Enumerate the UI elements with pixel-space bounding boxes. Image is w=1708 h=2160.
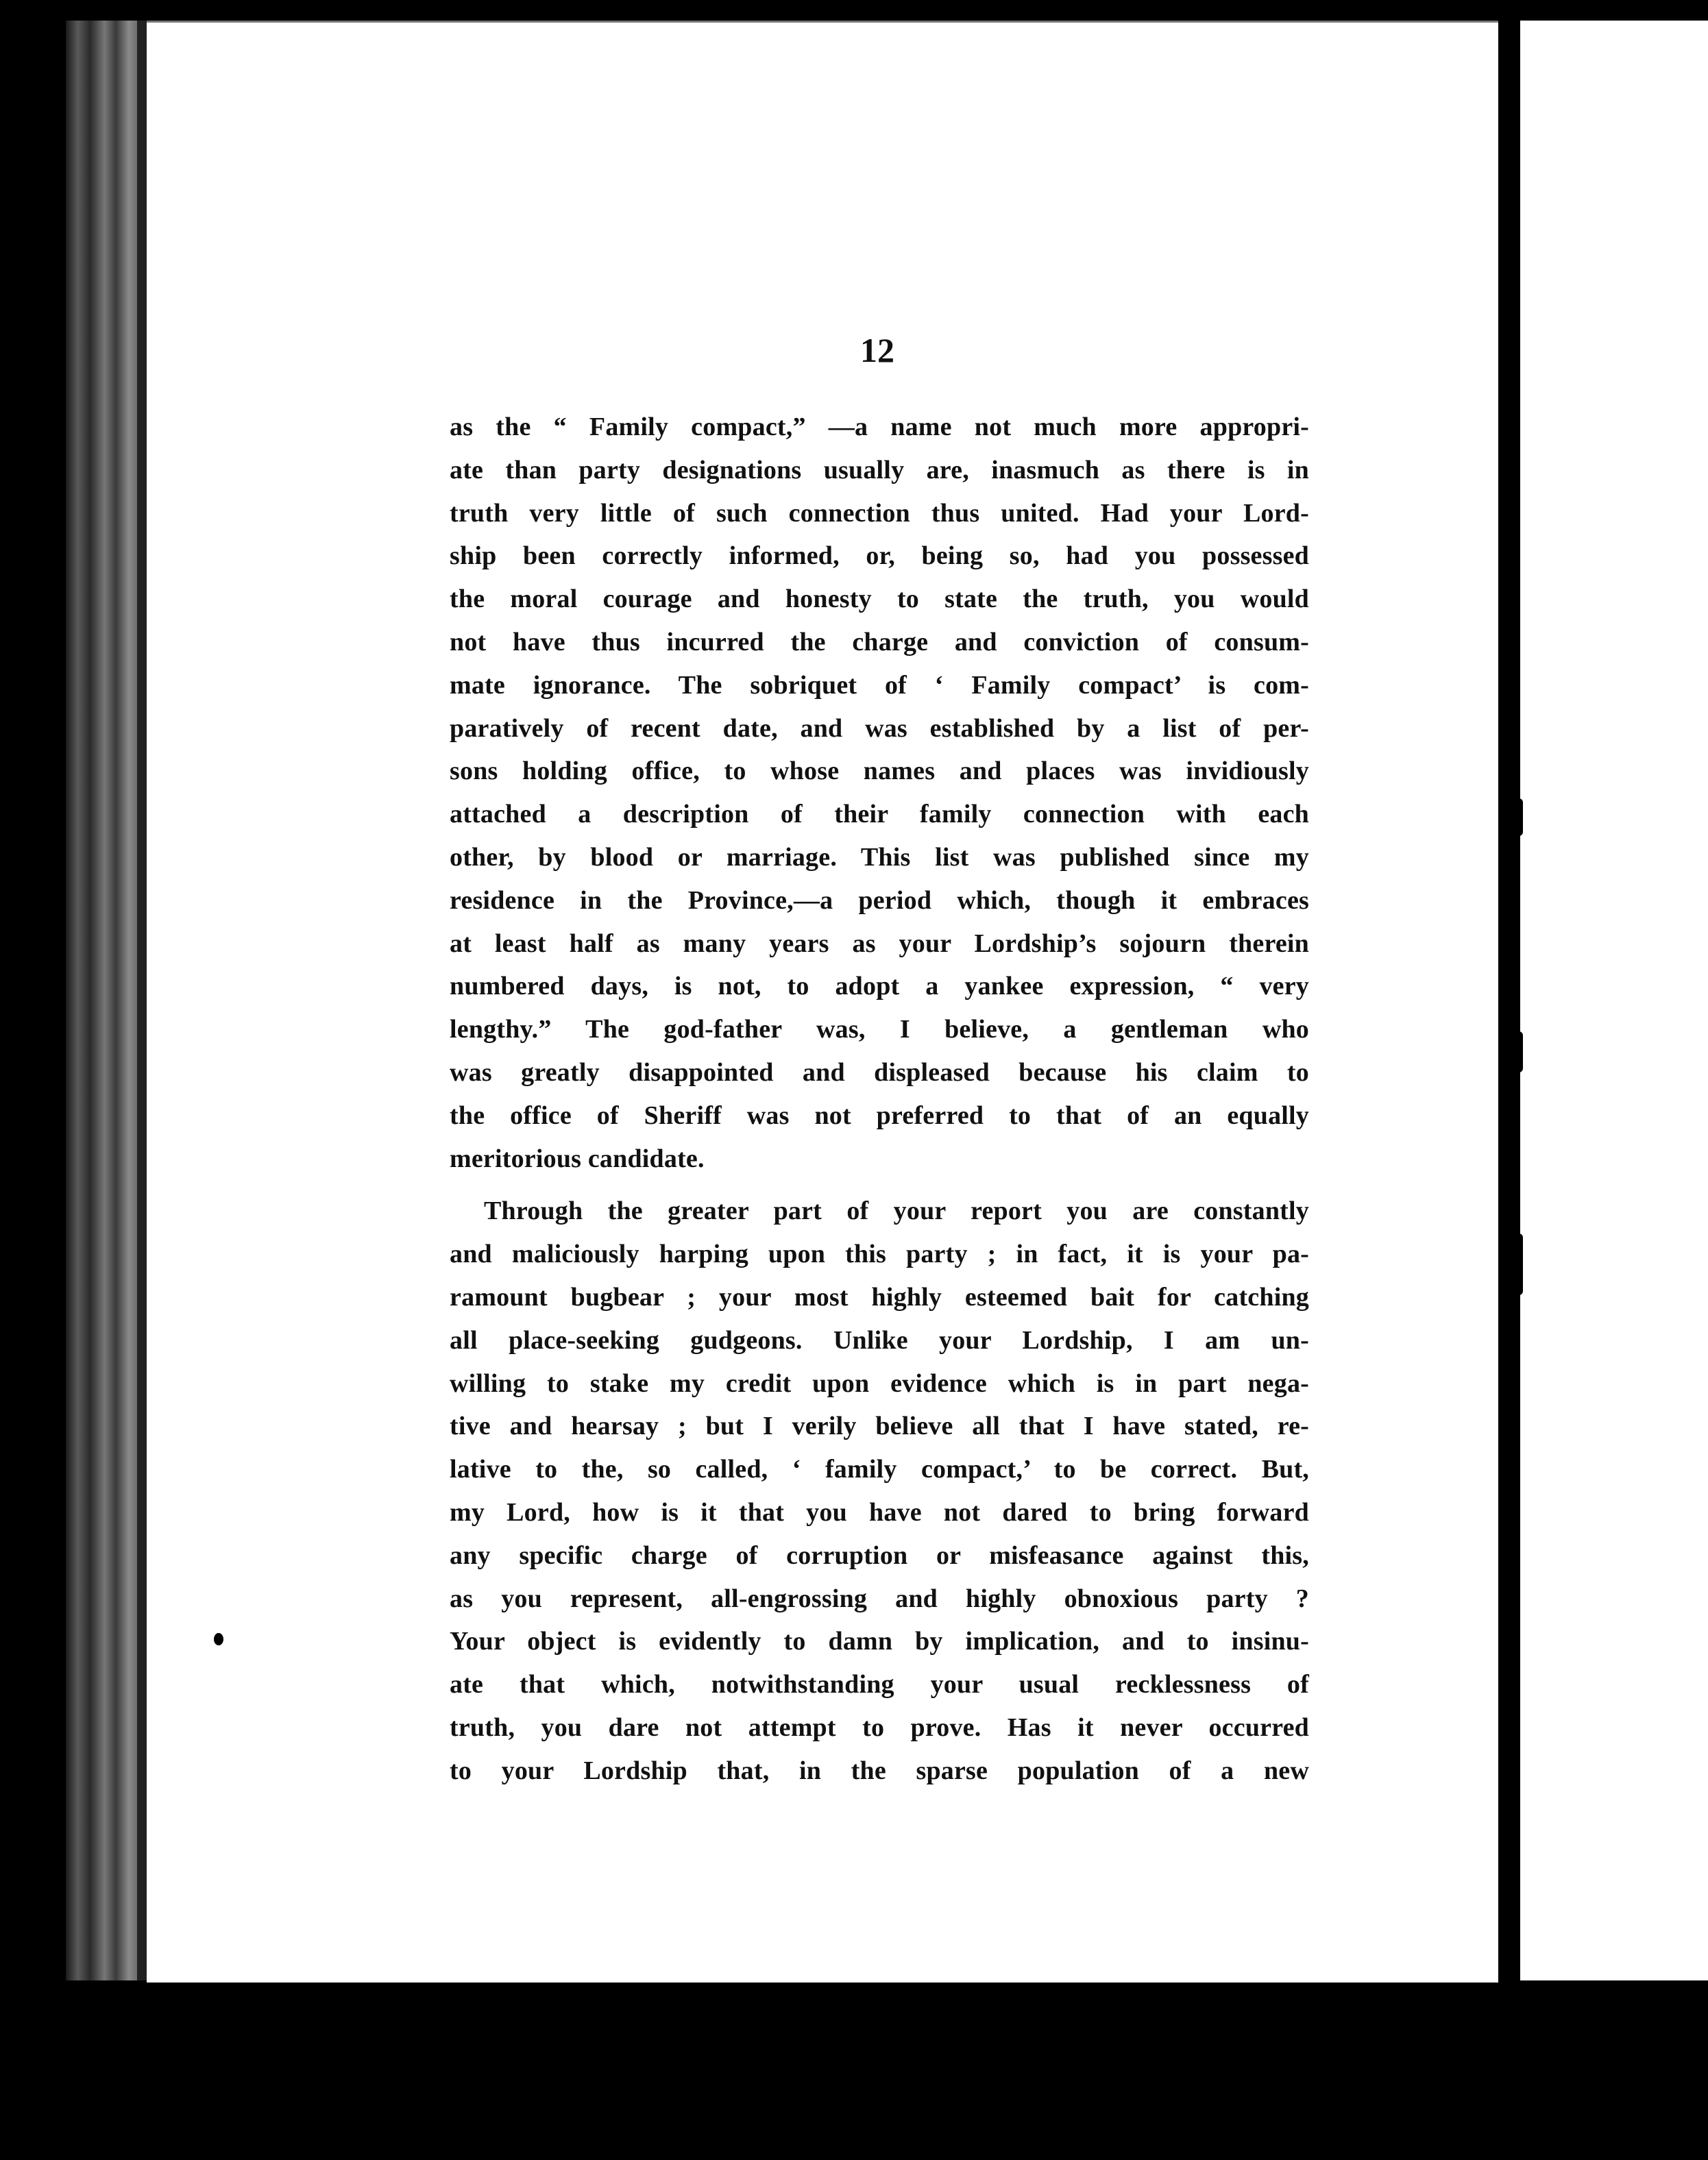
text-line: the moral courage and honesty to state the truth, you would [450,585,1309,614]
facing-page-edge [1520,21,1708,1980]
text-line: other, by blood or marriage. This list was published since my [450,842,1309,872]
text-line: not have thus incurred the charge and conviction of consum- [450,627,1309,656]
scan-artifact [1512,798,1523,836]
text-line: any specific charge of corruption or misfeasance against this, [450,1541,1309,1570]
text-line: at least half as many years as your Lordship’s sojourn therein [450,929,1309,958]
text-line: mate ignorance. The sobriquet of ‘ Family compact’ is com- [450,670,1309,700]
book-spine-shadow [66,21,147,1980]
text-line: and maliciously harping upon this party ; in fact, it is your pa- [450,1240,1309,1269]
text-line: meritorious candidate. [450,1144,705,1173]
paragraph [450,1190,1309,1792]
text-line: numbered days, is not, to adopt a yankee expression, “ very [450,972,1309,1001]
text-line: residence in the Province,—a period which, though it embraces [450,885,1309,915]
text-line: ramount bugbear ; your most highly esteemed bait for catching [450,1282,1309,1312]
text-line: truth, you dare not attempt to prove. Has it never occurred [450,1713,1309,1742]
ink-speck [214,1633,223,1645]
page-number: 12 [860,331,894,369]
text-line: the office of Sheriff was not preferred to that of an equally [450,1101,1309,1130]
text-line: ate that which, notwithstanding your usual recklessness of [450,1670,1309,1699]
text-line: to your Lordship that, in the sparse population of a new [450,1756,1309,1785]
text-line: ship been correctly informed, or, being so, had you possessed [450,541,1309,571]
text-line: truth very little of such connection thus united. Had your Lord- [450,498,1309,528]
page-gutter-edge [137,21,147,1980]
text-line: Through the greater part of your report you are constantly [484,1196,1309,1226]
text-line: all place-seeking gudgeons. Unlike your Lordship, I am un- [450,1325,1309,1355]
body-text [450,406,1309,1793]
text-line: tive and hearsay ; but I verily believe all that I have stated, re- [450,1412,1309,1441]
text-line: ate than party designations usually are, inasmuch as there is in [450,455,1309,484]
text-line: attached a description of their family connection with each [450,800,1309,829]
scan-artifact [1512,1031,1523,1072]
text-line: was greatly disappointed and displeased because his claim to [450,1057,1309,1087]
text-line: Your object is evidently to damn by implication, and to insinu- [450,1627,1309,1656]
text-line: sons holding office, to whose names and places was invidiously [450,757,1309,786]
text-line: lengthy.” The god-father was, I believe, a gentleman who [450,1015,1309,1044]
text-line: lative to the, so called, ‘ family compact,’ to be correct. But, [450,1455,1309,1484]
paragraph [450,406,1309,1180]
scan-artifact [1512,1234,1523,1295]
text-line: paratively of recent date, and was established by a list of per- [450,713,1309,743]
text-line: as the “ Family compact,” —a name not much more appropri- [450,413,1309,441]
text-line: as you represent, all-engrossing and highly obnoxious party ? [450,1584,1309,1613]
text-line: willing to stake my credit upon evidence which is in part nega- [450,1369,1309,1398]
text-line: my Lord, how is it that you have not dared to bring forward [450,1497,1309,1527]
